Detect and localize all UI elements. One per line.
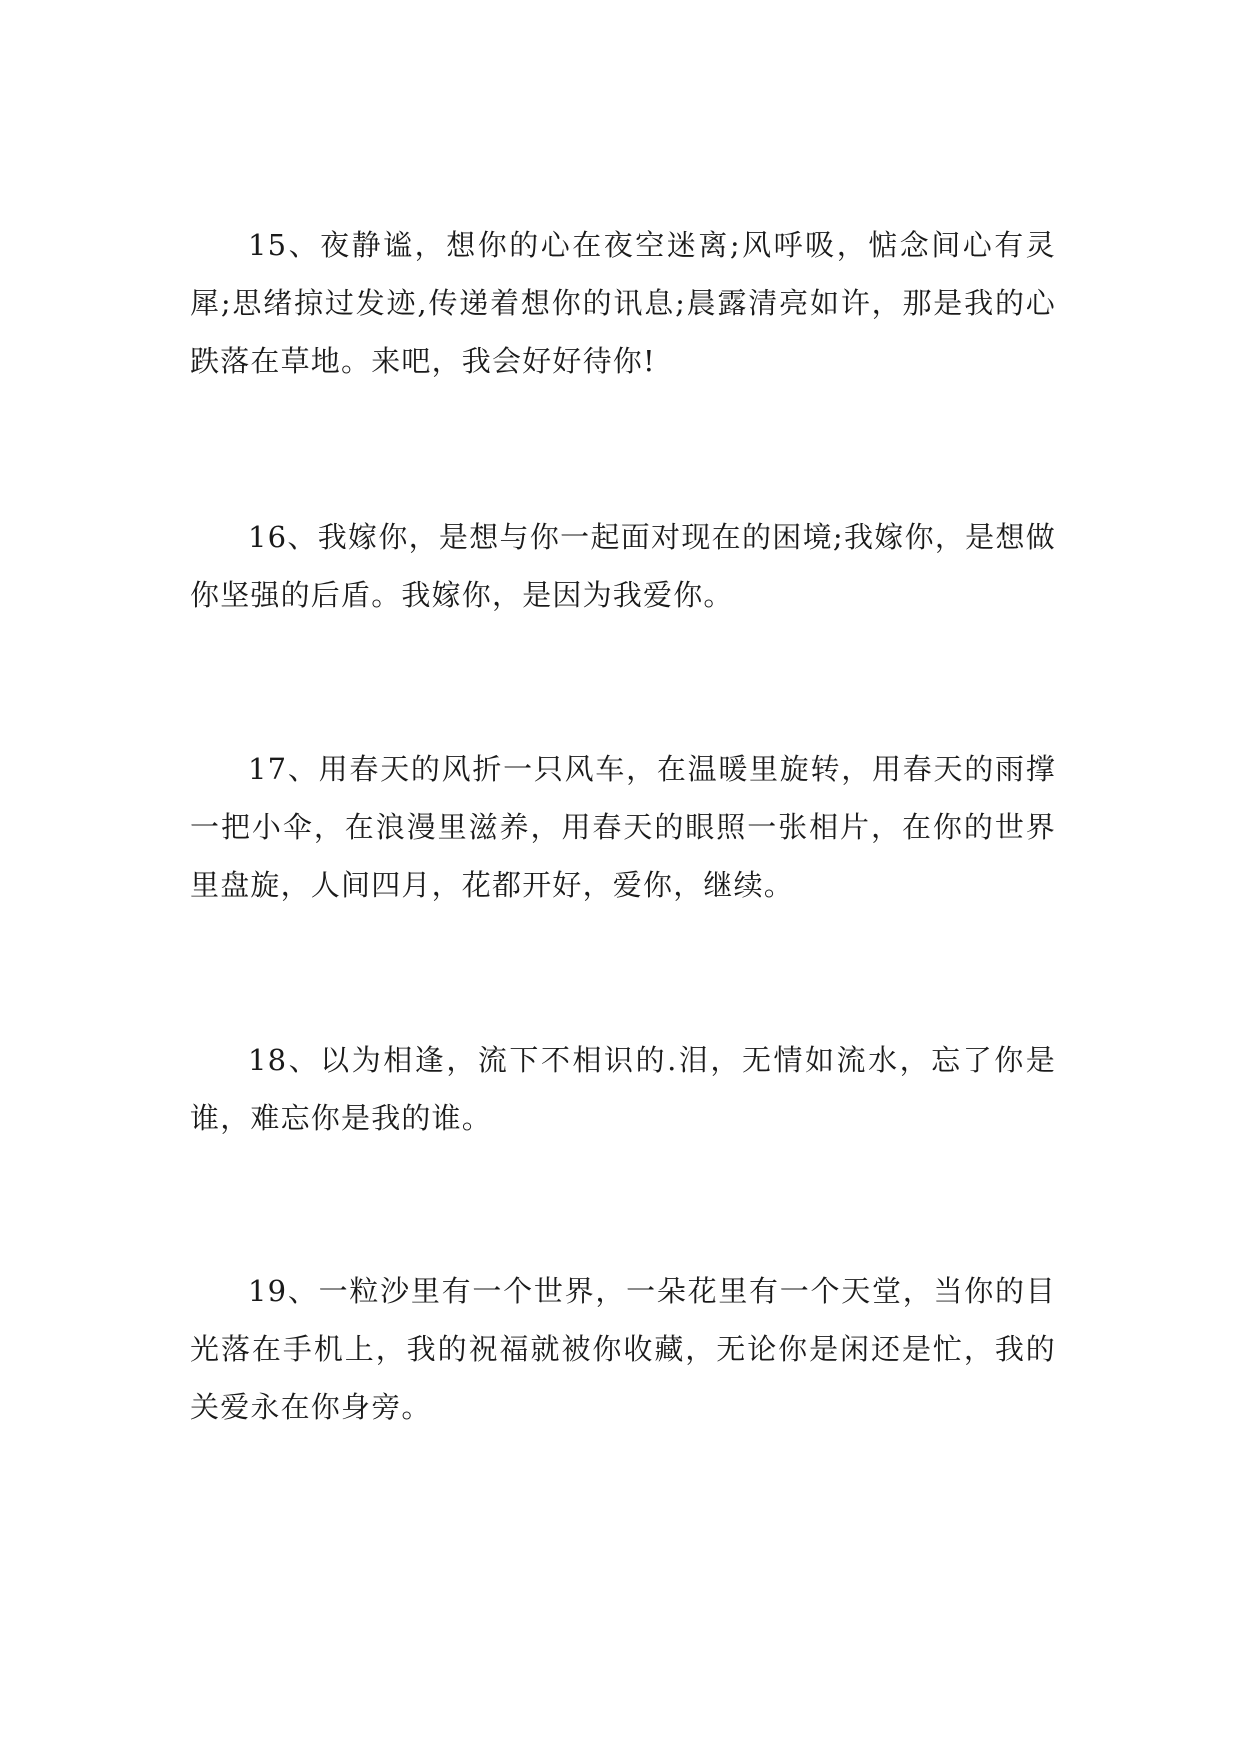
paragraph-19: 19、一粒沙里有一个世界，一朵花里有一个天堂，当你的目光落在手机上，我的祝福就被你收藏，无论你是闲还是忙，我的关爱永在你身旁。 bbox=[190, 1274, 1056, 1424]
paragraph-15: 15、夜静谧，想你的心在夜空迷离;风呼吸，惦念间心有灵犀;思绪掠过发迹,传递着想你的讯息;晨露清亮如许，那是我的心跌落在草地。来吧，我会好好待你! bbox=[190, 228, 1056, 378]
paragraph-17: 17、用春天的风折一只风车，在温暖里旋转，用春天的雨撑一把小伞，在浪漫里滋养，用春天的眼照一张相片，在你的世界里盘旋，人间四月，花都开好，爱你，继续。 bbox=[190, 752, 1056, 902]
paragraph-18: 18、以为相逢，流下不相识的.泪，无情如流水，忘了你是谁，难忘你是我的谁。 bbox=[190, 1043, 1056, 1135]
paragraph-16: 16、我嫁你，是想与你一起面对现在的困境;我嫁你，是想做你坚强的后盾。我嫁你，是因为我爱你。 bbox=[190, 520, 1056, 612]
